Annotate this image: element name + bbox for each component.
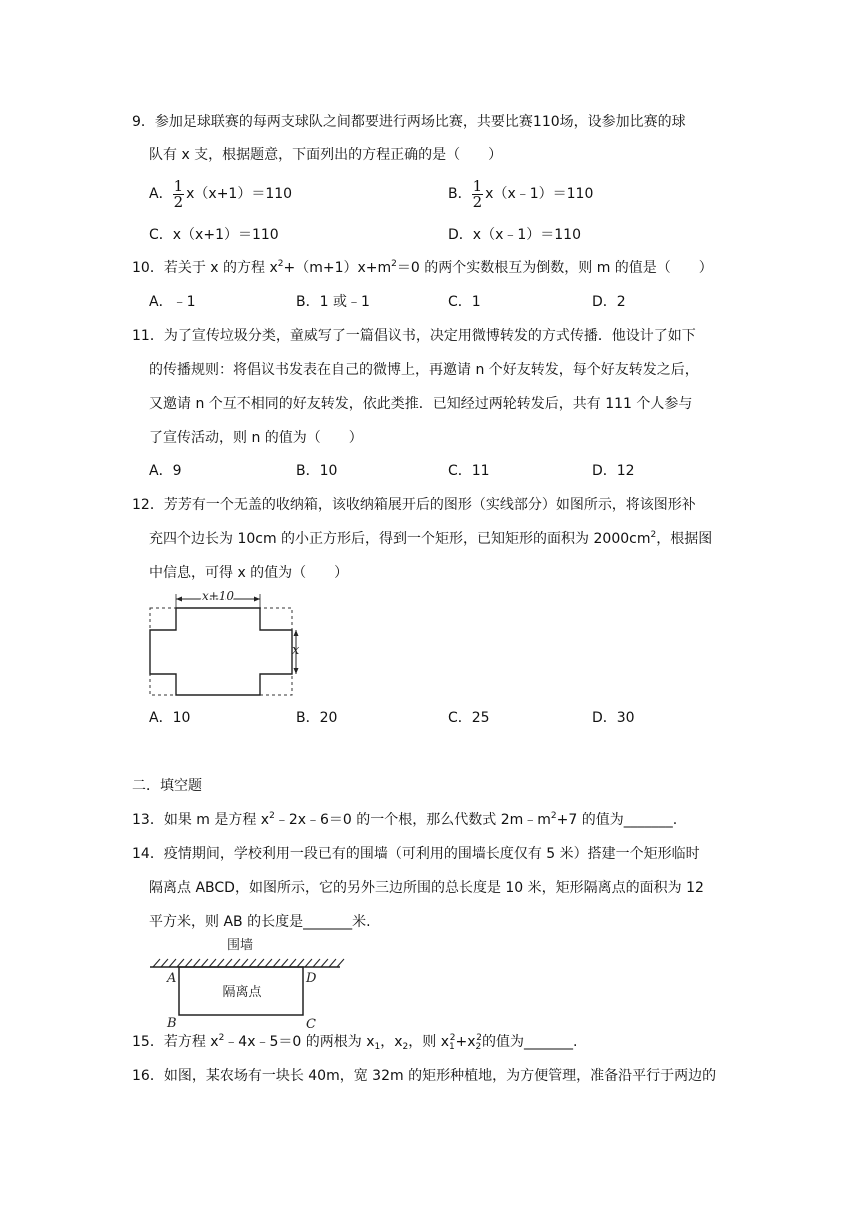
hatch-mark xyxy=(265,959,272,967)
q15-stem-part: ，x xyxy=(380,1034,403,1050)
q10-stem-part: ＝0 的两个实数根互为倒数，则 m 的值是（ ） xyxy=(396,260,713,276)
q11-stem-line3: 又邀请 n 个互不相同的好友转发，依此类推．已知经过两轮转发后，共有 111 个人参与 xyxy=(149,396,693,412)
q11-option-d: D．12 xyxy=(592,463,635,479)
q14-stem-line3: 平方米，则 AB 的长度是_______米. xyxy=(149,914,371,930)
q15-stem xyxy=(132,1032,577,1054)
arrow-left-icon xyxy=(176,597,182,602)
wall-hatching xyxy=(153,959,344,967)
hatch-mark xyxy=(321,959,328,967)
fraction-one-half xyxy=(173,176,185,211)
vertex-c-label: C xyxy=(306,1017,316,1030)
vertex-a-label: A xyxy=(167,971,177,986)
q11-option-b: B．10 xyxy=(296,463,338,479)
vertex-d-label: D xyxy=(306,971,317,986)
hatch-mark xyxy=(281,959,288,967)
fraction-one-half xyxy=(472,176,484,211)
q14-wall-figure xyxy=(145,934,345,1030)
superscript: 2 xyxy=(391,259,397,269)
q15-stem-part: +x xyxy=(455,1034,476,1050)
q9-stem-line1: 9．参加足球联赛的每两支球队之间都要进行两场比赛，共要比赛110场，设参加比赛的球 xyxy=(132,114,686,130)
q15-stem-part: 的值为_______. xyxy=(481,1034,578,1050)
q13-stem xyxy=(132,810,677,832)
superscript: 2 xyxy=(277,259,284,269)
hatch-mark xyxy=(185,959,192,967)
q12-option-c: C．25 xyxy=(448,710,490,726)
option-b-label: B． xyxy=(448,186,472,202)
hatch-mark xyxy=(209,959,216,967)
q12-stem-part: 充四个边长为 10cm 的小正方形后，得到一个矩形，已知矩形的面积为 2000cm xyxy=(149,531,651,547)
q13-stem-part: +7 的值为_______. xyxy=(556,812,678,828)
q12-stem-line2 xyxy=(149,529,712,551)
hatch-mark xyxy=(193,959,200,967)
q12-net-figure xyxy=(140,588,315,703)
vertex-b-label: B xyxy=(167,1016,177,1030)
hatch-mark xyxy=(289,959,296,967)
hatch-mark xyxy=(241,959,248,967)
solid-net-outline xyxy=(150,608,292,695)
hatch-mark xyxy=(249,959,256,967)
q9-stem-line2: 队有 x 支，根据题意，下面列出的方程正确的是（ ） xyxy=(149,147,503,163)
q12-stem-part: ，根据图 xyxy=(656,531,713,547)
q10-option-b: B．1 或﹣1 xyxy=(296,294,370,310)
hatch-mark xyxy=(305,959,312,967)
option-b-text: x（x﹣1）＝110 xyxy=(485,186,594,202)
hatch-mark xyxy=(329,959,336,967)
q10-option-a: A．﹣1 xyxy=(149,294,196,310)
fraction-denominator: 2 xyxy=(173,192,184,211)
q10-option-d: D．2 xyxy=(592,294,626,310)
arrow-down-icon xyxy=(294,668,299,674)
hatch-mark xyxy=(273,959,280,967)
width-label: x+10 xyxy=(201,589,235,603)
q11-stem-line1: 11．为了宣传垃圾分类，童威写了一篇倡议书，决定用微博转发的方式传播．他设计了如下 xyxy=(132,328,696,344)
subscript: 1 xyxy=(374,1042,381,1052)
isolation-label: 隔离点 xyxy=(222,985,262,1000)
hatch-mark xyxy=(233,959,240,967)
option-a-text: x（x+1）＝110 xyxy=(186,186,293,202)
wall-label: 围墙 xyxy=(226,938,254,953)
q16-stem-line1: 16．如图，某农场有一块长 40m，宽 32m 的矩形种植地，为方便管理，准备沿平行于两边的 xyxy=(132,1068,717,1084)
hatch-mark xyxy=(225,959,232,967)
hatch-mark xyxy=(257,959,264,967)
hatch-mark xyxy=(337,959,344,967)
superscript: 2 xyxy=(218,1033,225,1043)
superscript: 2 xyxy=(550,811,557,821)
q10-stem-part: 10．若关于 x 的方程 x xyxy=(132,260,278,276)
hatch-mark xyxy=(201,959,208,967)
q12-stem-line1: 12．芳芳有一个无盖的收纳箱，该收纳箱展开后的图形（实线部分）如图所示，将该图形补 xyxy=(132,497,696,513)
hatch-mark xyxy=(169,959,176,967)
q15-stem-part: ，则 x xyxy=(408,1034,450,1050)
q9-option-a xyxy=(149,176,292,212)
height-label: x xyxy=(292,643,300,658)
superscript: 2 xyxy=(449,1033,456,1043)
hatch-mark xyxy=(297,959,304,967)
q11-stem-line4: 了宣传活动，则 n 的值为（ ） xyxy=(149,430,363,446)
q10-stem-part: +（m+1）x+m xyxy=(283,260,392,276)
q11-option-a: A．9 xyxy=(149,463,182,479)
dashed-rectangle xyxy=(150,608,292,695)
q12-option-d: D．30 xyxy=(592,710,635,726)
q11-stem-line2: 的传播规则：将倡议书发表在自己的微博上，再邀请 n 个好友转发，每个好友转发之后， xyxy=(149,362,699,378)
q9-option-c: C．x（x+1）＝110 xyxy=(149,227,279,243)
hatch-mark xyxy=(153,959,160,967)
subscript: 2 xyxy=(475,1042,482,1052)
q15-stem-part: 15．若方程 x xyxy=(132,1034,219,1050)
section-title-fill-in: 二．填空题 xyxy=(132,778,202,794)
q14-stem-line2: 隔离点 ABCD，如图所示，它的另外三边所围的总长度是 10 米，矩形隔离点的面积为 12 xyxy=(149,880,704,896)
superscript: 2 xyxy=(476,1033,482,1043)
hatch-mark xyxy=(161,959,168,967)
q9-option-b xyxy=(448,176,593,212)
option-a-label: A． xyxy=(149,186,173,202)
q10-stem xyxy=(132,258,713,280)
subscript: 1 xyxy=(449,1042,455,1052)
subscript: 2 xyxy=(402,1042,409,1052)
hatch-mark xyxy=(313,959,320,967)
arrow-right-icon xyxy=(254,597,260,602)
q9-option-d: D．x（x﹣1）＝110 xyxy=(448,227,581,243)
fraction-denominator: 2 xyxy=(472,192,483,211)
hatch-mark xyxy=(217,959,224,967)
hatch-mark xyxy=(177,959,184,967)
q12-stem-line3: 中信息，可得 x 的值为（ ） xyxy=(149,565,349,581)
q12-option-a: A．10 xyxy=(149,710,191,726)
q15-stem-part: ﹣4x﹣5＝0 的两根为 x xyxy=(224,1034,375,1050)
fraction-numerator: 1 xyxy=(472,176,483,195)
q12-option-b: B．20 xyxy=(296,710,338,726)
q13-stem-part: ﹣2x﹣6＝0 的一个根，那么代数式 2m﹣m xyxy=(274,812,551,828)
q14-stem-line1: 14．疫情期间，学校利用一段已有的围墙（可利用的围墙长度仅有 5 米）搭建一个矩形临时 xyxy=(132,846,700,862)
fraction-numerator: 1 xyxy=(173,176,184,195)
q13-stem-part: 13．如果 m 是方程 x xyxy=(132,812,270,828)
arrow-up-icon xyxy=(294,630,299,636)
q10-option-c: C．1 xyxy=(448,294,481,310)
q11-option-c: C．11 xyxy=(448,463,490,479)
superscript: 2 xyxy=(269,811,275,821)
superscript: 2 xyxy=(650,530,657,540)
